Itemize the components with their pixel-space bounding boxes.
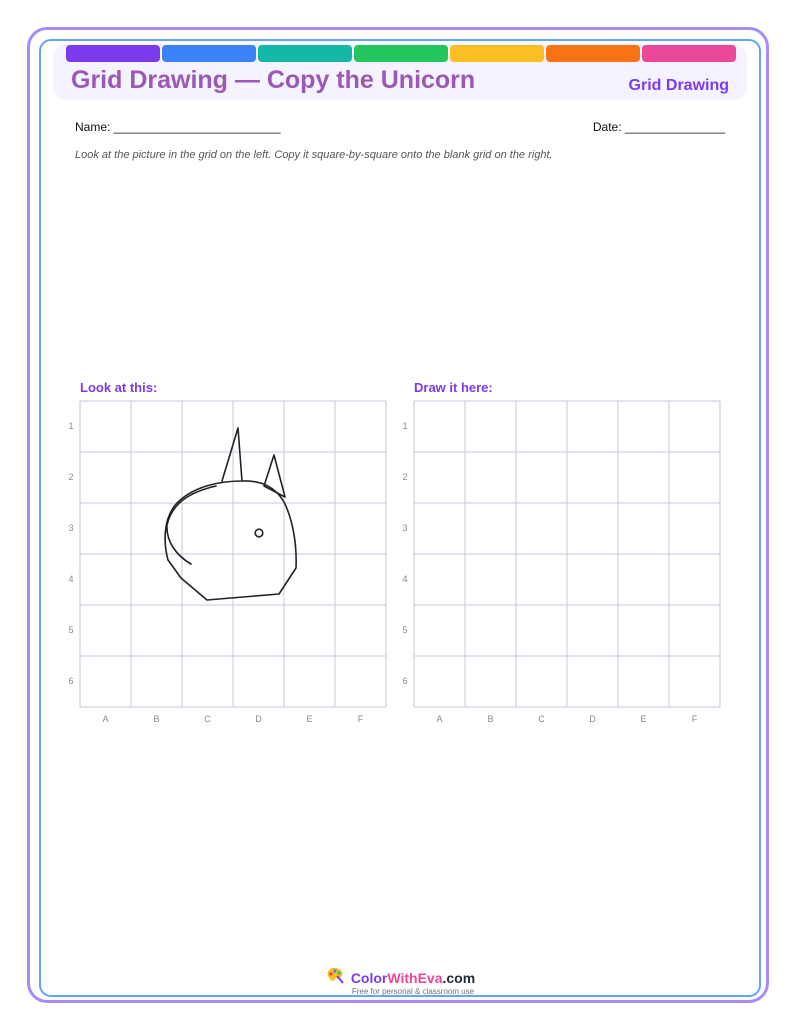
palette-icon	[325, 966, 345, 989]
grid-column-label: A	[102, 714, 109, 724]
rainbow-segment	[162, 45, 256, 62]
grid-row-label: 5	[402, 625, 408, 635]
category-label: Grid Drawing	[628, 77, 729, 94]
footer-logo	[0, 966, 800, 996]
rainbow-segment	[642, 45, 736, 62]
grid-row-label: 3	[402, 523, 408, 533]
name-field: Name: _________________________	[75, 120, 281, 134]
grid-row-label: 6	[402, 676, 408, 686]
grid-row-label: 4	[68, 574, 74, 584]
drawing-grid	[389, 390, 729, 730]
instructions-text: Look at the picture in the grid on the left. Copy it square-by-square onto the blank grid on the right.	[75, 149, 553, 161]
grid-column-label: E	[306, 714, 313, 724]
grid-column-label: D	[589, 714, 596, 724]
grid-row-label: 1	[402, 421, 408, 431]
grid-row-label: 2	[68, 472, 74, 482]
rainbow-segment	[258, 45, 352, 62]
rainbow-stripe	[66, 45, 736, 62]
brand-name: ColorWithEva.com	[350, 969, 476, 986]
rainbow-segment	[354, 45, 448, 62]
grid-row-label: 4	[402, 574, 408, 584]
grid-row-label: 1	[68, 421, 74, 431]
unicorn-eye	[255, 529, 263, 537]
grid-row-label: 5	[68, 625, 74, 635]
date-field: Date: _______________	[592, 120, 725, 134]
grid-column-label: D	[255, 714, 262, 724]
rainbow-segment	[546, 45, 640, 62]
grid-column-label: C	[538, 714, 545, 724]
unicorn-horn	[222, 428, 242, 481]
reference-grid-label: Look at this:	[80, 380, 158, 395]
grid-column-label: C	[204, 714, 211, 724]
rainbow-segment	[450, 45, 544, 62]
grid-row-label: 2	[402, 472, 408, 482]
reference-grid	[55, 390, 395, 730]
worksheet-title: Grid Drawing — Copy the Unicorn	[71, 66, 476, 94]
grid-row-label: 3	[68, 523, 74, 533]
grid-column-label: B	[487, 714, 494, 724]
rainbow-segment	[66, 45, 160, 62]
unicorn-mane	[167, 486, 216, 564]
footer-tagline: Free for personal & classroom use	[351, 987, 475, 996]
grid-column-label: A	[436, 714, 443, 724]
drawing-grid-label: Draw it here:	[414, 380, 493, 395]
grid-column-label: E	[640, 714, 647, 724]
grid-column-label: F	[691, 714, 698, 724]
grid-column-label: F	[357, 714, 364, 724]
grid-column-label: B	[153, 714, 160, 724]
grid-row-label: 6	[68, 676, 74, 686]
